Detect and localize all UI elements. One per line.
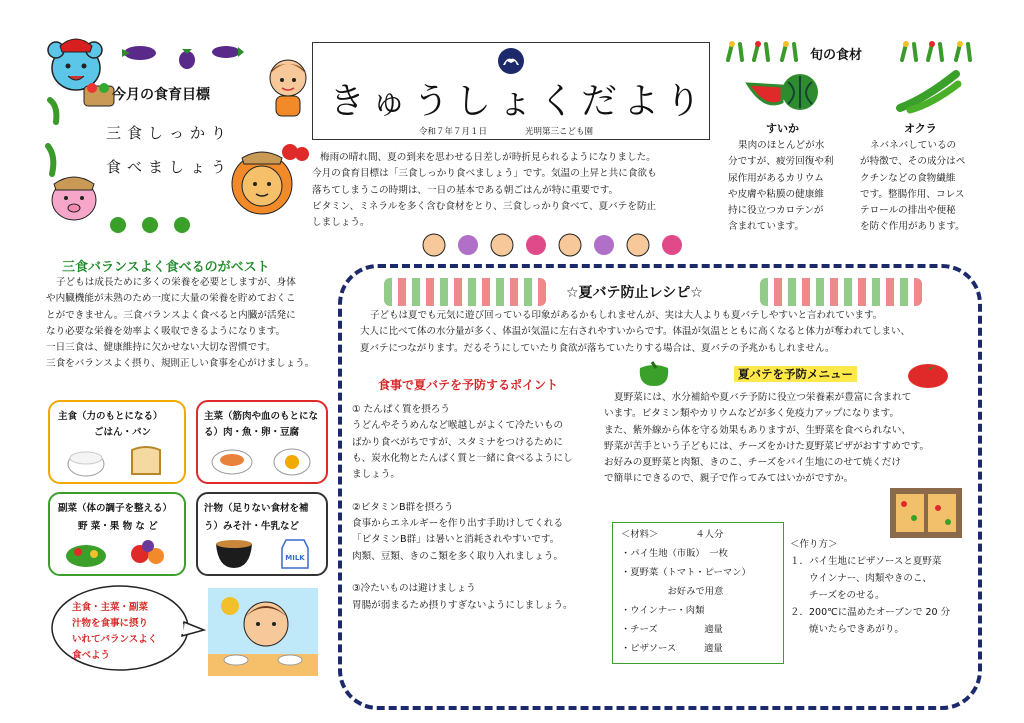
issue-date: 令和７年７月１日	[419, 127, 488, 137]
milk-label: MILK	[285, 554, 305, 562]
okra-description: ネバネバしているの が特徴で、その成分はペ クチンなどの食物繊維 です。整腸作用、コレス テロールの排出や便秘 を防ぐ作用があります。	[860, 140, 966, 233]
children-faces-decoration	[420, 232, 700, 258]
staple-items: ごはん・パン	[94, 427, 152, 438]
okra-name: オクラ	[904, 122, 937, 135]
side-dish-box	[48, 492, 186, 576]
ingredients-box	[612, 522, 784, 664]
main-dish-box	[196, 400, 328, 484]
seasonal-heading: 旬の食材	[810, 48, 863, 63]
staple-food-box	[48, 400, 186, 484]
steps-list: ＜作り方＞ １．パイ生地にピザソースと夏野菜 ウインナー、肉類やきのこ、 チーズをのせる。 ２．200℃に温めたオーブンで 20 分 焼いたらできあがり。	[790, 539, 951, 635]
girl-character-illustration	[262, 56, 314, 120]
vegetable-decoration-left	[384, 278, 546, 306]
balance-text: 子どもは成長ために多くの栄養を必要としますが、身体 や内臓機能が未熟のため一度に大量の栄養を貯めておくこ とができません。三食バランスよく食べると内臓が活発に なり必要な栄養を効率よく吸収できるようになります。 一日三食は、健康維持に欠かせない大切な習慣です。 三食をバランスよく摂り、規則正しい食事を心がけましょう。	[46, 277, 315, 370]
fish-egg-image	[210, 444, 320, 478]
eggplant-icon	[176, 46, 198, 70]
speech-bubble-text: 主食・主菜・副菜 汁物を食事に摂り いれてバランスよく 食べよう	[72, 602, 158, 661]
goal-line-1: 三食しっかり	[106, 124, 233, 142]
okra-image	[896, 70, 962, 112]
tomato-icon	[906, 360, 950, 388]
pig-character-illustration	[46, 172, 102, 224]
soup-box	[196, 492, 328, 576]
balance-heading: 三食バランスよく食べるのがベスト	[62, 260, 270, 275]
lion-character-illustration	[228, 150, 298, 220]
recipe-heading: ☆夏バテ防止レシピ☆	[566, 285, 703, 301]
title-box	[312, 42, 710, 140]
ingredients-list: ＜材料＞ ４人分 ・パイ生地（市販） 一枚 ・夏野菜（トマト・ピーマン） お好みで用意 ・ウインナー・肉類 ・チーズ 適量 ・ピザソース 適量	[621, 529, 751, 654]
sprout-decoration	[898, 40, 980, 62]
menu-heading: 夏バテを予防メニュー	[734, 366, 857, 382]
side-title: 副菜（体の調子を整える）	[58, 503, 173, 514]
watermelon-name: すいか	[766, 122, 799, 135]
miso-milk-image	[212, 536, 322, 570]
sprout-decoration	[724, 40, 806, 62]
goal-line-2: 食べましょう	[106, 158, 233, 176]
eggplant-icon	[208, 42, 244, 62]
school-name: 光明第三こども園	[525, 127, 594, 137]
watermelon-description: 果肉のほとんどが水 分ですが、疲労回復や利 尿作用があるカリウム や皮膚や粘膜の健康維 持に役立つカロテンが 含まれています。	[728, 140, 834, 233]
side-items: 野 菜・果 物 な ど	[78, 521, 158, 532]
vegetable-decoration-right	[760, 278, 922, 306]
points-heading: 食事で夏バテを予防するポイント	[378, 378, 559, 392]
recipe-intro: 子どもは夏でも元気に遊び回っている印象があるかもしれませんが、実は大人よりも夏バテしやすいと言われています。 大人に比べて体の水分量が多く、体温が気温に左右されやすいからです。体温が気温とともに高くなると体力が奪われてしまい、 夏バテにつながります。だるそうにしていたり食欲が落ちていたりする場合は、夏バテの予兆かもしれません。	[360, 310, 910, 354]
pizza-photo	[890, 488, 962, 538]
menu-text: 夏野菜には、水分補給や夏バテ予防に役立つ栄養素が豊富に含まれて います。ビタミン類やカリウムなどが多く免疫力アップになります。 また、紫外線から体を守る効果もありますが、生野菜を食べられない、 野菜が苦手という子どもには、チーズをかけた夏野菜ピザがおすすめです。 お好みの夏野菜と肉類、きのこ、チーズをパイ生地にのせて焼くだけ で簡単にできるので、親子で作ってみてはいかがですか。	[604, 392, 930, 485]
watermelon-image	[746, 72, 822, 112]
eggplant-icon	[120, 43, 160, 63]
green-pepper-icon	[636, 360, 672, 388]
staple-title: 主食（力のもとになる）	[58, 411, 163, 422]
soup-title: 汁物（足りない食材を補	[204, 503, 309, 514]
rice-bread-image	[66, 444, 176, 478]
pepper-border-icon	[108, 214, 208, 236]
goal-heading: 今月の食育目標	[112, 87, 210, 103]
intro-text: 梅雨の晴れ間、夏の到来を思わせる日差しが時折見られるようになりました。 今月の食育目標は「三食しっかり食べましょう」です。気温の上昇と共に食欲も 落ちてしまうこの時期は、一日の基本である朝ごはんが特に重要です。 ビタミン、ミネラルを多く含む食材をとり、三食しっかり食べて、夏バテを防止 しましょう。	[312, 152, 657, 229]
school-logo	[497, 47, 525, 75]
page-title: きゅうしょくだより	[329, 81, 708, 122]
points-text: ① たんぱく質を摂ろう うどんやそうめんなど喉越しがよくて冷たいもの ばかり食べがちですが、スタミナをつけるために も、炭水化物とたんぱく質と一緒に食べるようにし ましょう。 ②ビタミンB群を摂ろう 食事からエネルギーを作り出す手助けしてくれる 「ビタミンB群」は暑いと消耗されやすいです。 肉類、豆類、きのこ類を多く取り入れましょう。 ③冷たいものは避けましょう 胃腸が弱まるため摂りすぎないようにしましょう。	[352, 404, 573, 611]
eating-child-illustration	[208, 588, 318, 676]
soup-items: う）みそ汁・牛乳など	[204, 521, 300, 532]
main-title: 主菜（筋肉や血のもとにな	[204, 411, 319, 422]
salad-fruit-image	[64, 536, 174, 570]
main-items: る）肉・魚・卵・豆腐	[204, 427, 300, 438]
